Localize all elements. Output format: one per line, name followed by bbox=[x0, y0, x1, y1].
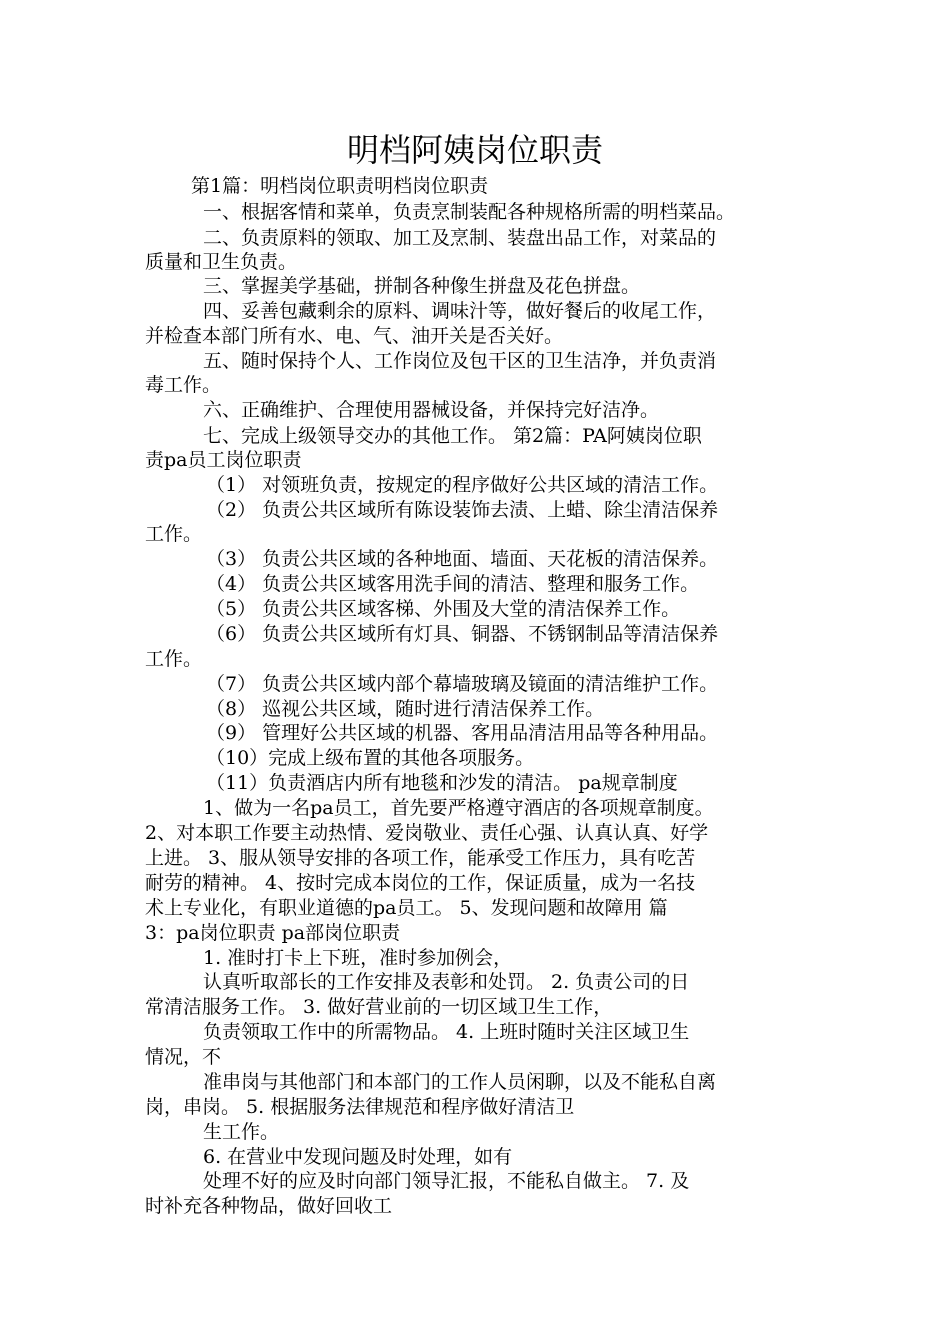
text-line: （5） 负责公共区域客梯、外围及大堂的清洁保养工作。 bbox=[206, 598, 681, 620]
text-line: 耐劳的精神。 4、按时完成本岗位的工作，保证质量，成为一名技 bbox=[145, 872, 696, 894]
text-line: 工作。 bbox=[145, 648, 203, 670]
text-line: 二、负责原料的领取、加工及烹制、装盘出品工作，对菜品的 bbox=[203, 227, 717, 249]
text-line: 3：pa岗位职责 pa部岗位职责 bbox=[145, 922, 401, 944]
text-line: 1、做为一名pa员工，首先要严格遵守酒店的各项规章制度。 bbox=[203, 797, 714, 819]
text-line: 六、正确维护、合理使用器械设备，并保持完好洁净。 bbox=[203, 399, 660, 421]
text-line: 负责领取工作中的所需物品。 4. 上班时随时关注区域卫生 bbox=[203, 1021, 690, 1043]
text-line: 四、妥善包藏剩余的原料、调味汁等，做好餐后的收尾工作， bbox=[203, 300, 717, 322]
text-line: 岗，串岗。 5. 根据服务法律规范和程序做好清洁卫 bbox=[145, 1096, 575, 1118]
text-line: 时补充各种物品，做好回收工 bbox=[145, 1195, 393, 1217]
text-line: （2） 负责公共区域所有陈设装饰去渍、上蜡、除尘清洁保养 bbox=[206, 499, 719, 521]
text-line: 上进。 3、服从领导安排的各项工作，能承受工作压力，具有吃苦 bbox=[145, 847, 696, 869]
text-line: 质量和卫生负责。 bbox=[145, 251, 298, 273]
text-line: 1. 准时打卡上下班，准时参加例会， bbox=[203, 947, 513, 969]
text-line: 毒工作。 bbox=[145, 374, 222, 396]
text-line: （9） 管理好公共区域的机器、客用品清洁用品等各种用品。 bbox=[206, 722, 719, 744]
text-line: 工作。 bbox=[145, 523, 203, 545]
text-line: （8） 巡视公共区域，随时进行清洁保养工作。 bbox=[206, 698, 605, 720]
text-line: 责pa员工岗位职责 bbox=[145, 449, 302, 471]
text-line: 第1篇：明档岗位职责明档岗位职责 bbox=[191, 175, 489, 197]
text-line: （3） 负责公共区域的各种地面、墙面、天花板的清洁保养。 bbox=[206, 548, 719, 570]
text-line: （6） 负责公共区域所有灯具、铜器、不锈钢制品等清洁保养 bbox=[206, 623, 719, 645]
text-line: 常清洁服务工作。 3. 做好营业前的一切区域卫生工作， bbox=[145, 996, 613, 1018]
text-line: 2、对本职工作要主动热情、爱岗敬业、责任心强、认真认真、好学 bbox=[145, 822, 709, 844]
text-line: 准串岗与其他部门和本部门的工作人员闲聊，以及不能私自离 bbox=[203, 1071, 717, 1093]
text-line: （7） 负责公共区域内部个幕墙玻璃及镜面的清洁维护工作。 bbox=[206, 673, 719, 695]
document-title: 明档阿姨岗位职责 bbox=[346, 131, 603, 169]
text-line: 一、根据客情和菜单，负责烹制装配各种规格所需的明档菜品。 bbox=[203, 201, 736, 223]
text-line: 6. 在营业中发现问题及时处理，如有 bbox=[203, 1146, 513, 1168]
text-line: 五、随时保持个人、工作岗位及包干区的卫生洁净，并负责消 bbox=[203, 350, 717, 372]
text-line: 认真听取部长的工作安排及表彰和处罚。 2. 负责公司的日 bbox=[203, 971, 690, 993]
text-line: 并检查本部门所有水、电、气、油开关是否关好。 bbox=[145, 325, 564, 347]
text-line: 处理不好的应及时向部门领导汇报，不能私自做主。 7. 及 bbox=[203, 1170, 690, 1192]
text-line: 七、完成上级领导交办的其他工作。 第2篇：PA阿姨岗位职 bbox=[203, 425, 702, 447]
text-line: 生工作。 bbox=[203, 1121, 280, 1143]
text-line: （10）完成上级布置的其他各项服务。 bbox=[206, 747, 535, 769]
text-line: （11）负责酒店内所有地毯和沙发的清洁。 pa规章制度 bbox=[206, 772, 678, 794]
text-line: 情况，不 bbox=[145, 1046, 222, 1068]
text-line: 三、掌握美学基础，拼制各种像生拼盘及花色拼盘。 bbox=[203, 275, 641, 297]
text-line: 术上专业化，有职业道德的pa员工。 5、发现问题和故障用 篇 bbox=[145, 897, 668, 919]
text-line: （1） 对领班负责，按规定的程序做好公共区域的清洁工作。 bbox=[206, 474, 719, 496]
text-line: （4） 负责公共区域客用洗手间的清洁、整理和服务工作。 bbox=[206, 573, 700, 595]
